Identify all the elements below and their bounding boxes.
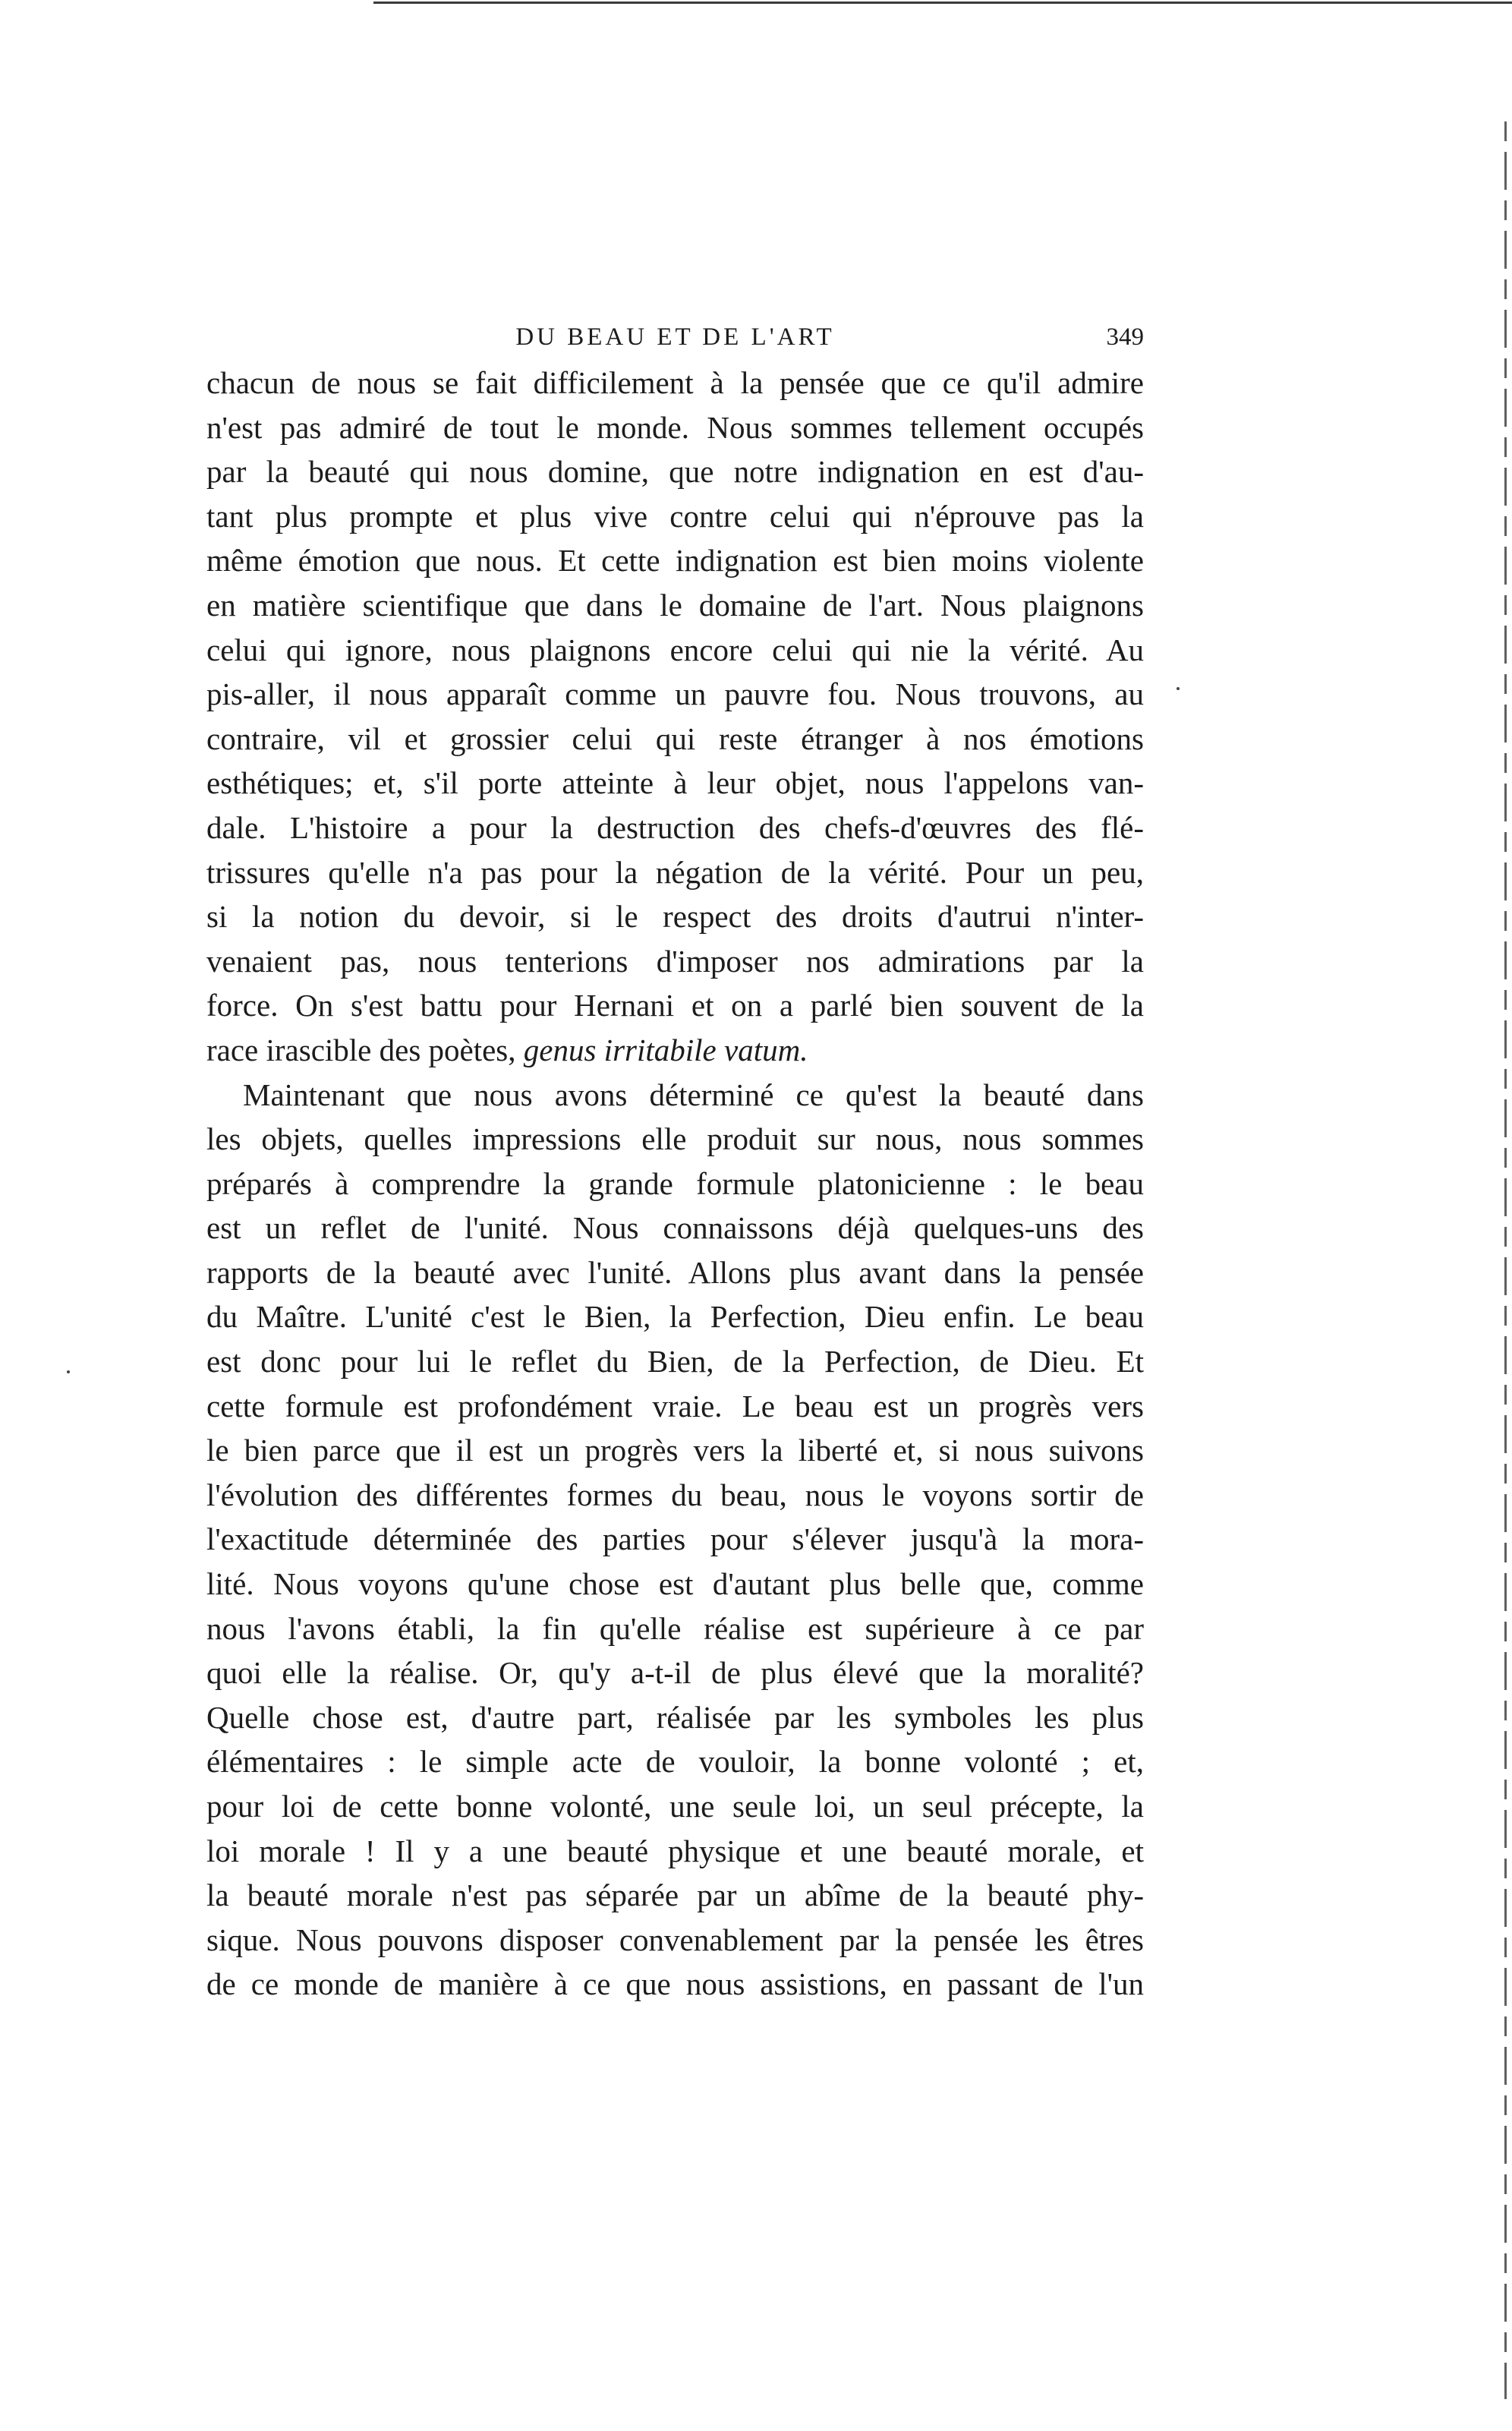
text-line: même émotion que nous. Et cette indignation est bien moins violente — [206, 543, 1144, 579]
text-line-last — [206, 1028, 1144, 1073]
text-line: l'évolution des différentes formes du beau, nous le voyons sortir de — [206, 1477, 1144, 1512]
running-title: DU BEAU ET DE L'ART — [515, 323, 835, 351]
latin-quote: genus irritabile vatum. — [523, 1032, 808, 1067]
text-line: nous l'avons établi, la fin qu'elle réalise est supérieure à ce par — [206, 1610, 1144, 1646]
text-line: loi morale ! Il y a une beauté physique et une beauté morale, et — [206, 1833, 1144, 1868]
text-line: en matière scientifique que dans le domaine de l'art. Nous plaignons — [206, 587, 1144, 623]
text-line: si la notion du devoir, si le respect des droits d'autrui n'inter- — [206, 899, 1144, 935]
text-line: venaient pas, nous tenterions d'imposer nos admirations par la — [206, 943, 1144, 979]
text-line: esthétiques; et, s'il porte atteinte à leur objet, nous l'appelons van- — [206, 765, 1144, 801]
text-line: est donc pour lui le reflet du Bien, de la Perfection, de Dieu. Et — [206, 1344, 1144, 1379]
text-line: lité. Nous voyons qu'une chose est d'autant plus belle que, comme — [206, 1566, 1144, 1602]
body-text — [206, 361, 1144, 2007]
text-line: est un reflet de l'unité. Nous connaissons déjà quelques-uns des — [206, 1210, 1144, 1246]
top-page-edge-rule — [373, 2, 1512, 4]
text-line: cette formule est profondément vraie. Le beau est un progrès vers — [206, 1388, 1144, 1424]
text-line: force. On s'est battu pour Hernani et on a parlé bien souvent de la — [206, 988, 1144, 1023]
page-number: 349 — [1106, 323, 1144, 351]
text-line: contraire, vil et grossier celui qui reste étranger à nos émotions — [206, 720, 1144, 756]
right-page-edge-shadow — [1504, 121, 1507, 2399]
text-line: pis-aller, il nous apparaît comme un pauvre fou. Nous trouvons, au — [206, 676, 1144, 712]
text-line: celui qui ignore, nous plaignons encore celui qui nie la vérité. Au — [206, 632, 1144, 667]
running-header — [206, 317, 1144, 357]
text-line: du Maître. L'unité c'est le Bien, la Perfection, Dieu enfin. Le beau — [206, 1299, 1144, 1335]
text-line: pour loi de cette bonne volonté, une seule loi, un seul précepte, la — [206, 1789, 1144, 1824]
text-line: chacun de nous se fait difficilement à la pensée que ce qu'il admire — [206, 365, 1144, 400]
text-line: dale. L'histoire a pour la destruction des chefs-d'œuvres des flé- — [206, 809, 1144, 845]
text-line: trissures qu'elle n'a pas pour la négation de la vérité. Pour un peu, — [206, 854, 1144, 890]
ink-speck — [1177, 687, 1180, 690]
text-line: n'est pas admiré de tout le monde. Nous sommes tellement occupés — [206, 409, 1144, 445]
text-line: Maintenant que nous avons déterminé ce qu'est la beauté dans — [243, 1077, 1144, 1112]
text-line: la beauté morale n'est pas séparée par un abîme de la beauté phy- — [206, 1878, 1144, 1913]
text-line: l'exactitude déterminée des parties pour s'élever jusqu'à la mora- — [206, 1521, 1144, 1557]
text-line: le bien parce que il est un progrès vers la liberté et, si nous suivons — [206, 1433, 1144, 1468]
paragraph-1 — [206, 361, 1144, 1073]
paragraph-2 — [206, 1073, 1144, 2007]
text-line: sique. Nous pouvons disposer convenablement par la pensée les êtres — [206, 1922, 1144, 1957]
text-line: élémentaires : le simple acte de vouloir, la bonne volonté ; et, — [206, 1744, 1144, 1780]
text-line: de ce monde de manière à ce que nous assistions, en passant de l'un — [206, 1966, 1144, 2002]
text-line: rapports de la beauté avec l'unité. Allons plus avant dans la pensée — [206, 1254, 1144, 1290]
line-prefix: race irascible des poètes, — [206, 1032, 524, 1067]
ink-speck — [67, 1370, 70, 1373]
text-line: tant plus prompte et plus vive contre celui qui n'éprouve pas la — [206, 498, 1144, 534]
text-line: par la beauté qui nous domine, que notre indignation en est d'au- — [206, 454, 1144, 490]
text-line: quoi elle la réalise. Or, qu'y a-t-il de plus élevé que la moralité? — [206, 1655, 1144, 1691]
text-line: les objets, quelles impressions elle produit sur nous, nous sommes — [206, 1121, 1144, 1157]
text-line: Quelle chose est, d'autre part, réalisée par les symboles les plus — [206, 1699, 1144, 1735]
text-line: préparés à comprendre la grande formule platonicienne : le beau — [206, 1165, 1144, 1201]
